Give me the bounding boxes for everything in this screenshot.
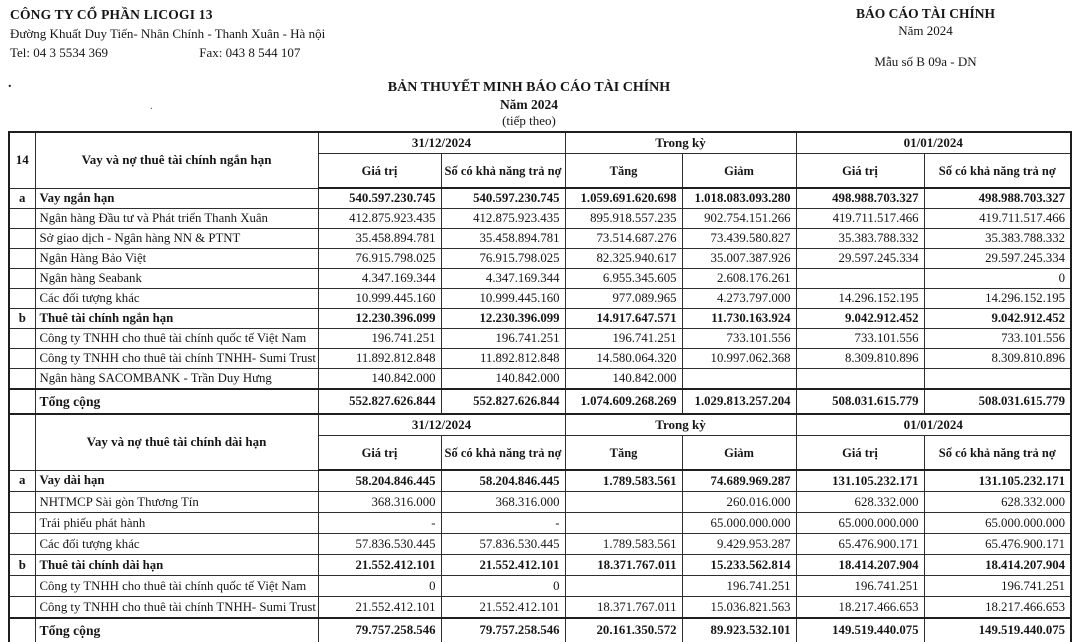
table-row bbox=[9, 249, 1071, 269]
value-cell: 0 bbox=[318, 576, 441, 597]
value-cell: 508.031.615.779 bbox=[796, 389, 924, 414]
table-row bbox=[9, 209, 1071, 229]
column-group-period: Trong kỳ bbox=[565, 132, 796, 154]
scan-artifact-dot: . bbox=[8, 76, 12, 91]
row-letter-cell bbox=[9, 597, 35, 619]
value-cell: 628.332.000 bbox=[796, 492, 924, 513]
value-cell: 412.875.923.435 bbox=[318, 209, 441, 229]
value-cell: 76.915.798.025 bbox=[441, 249, 565, 269]
value-cell: 131.105.232.171 bbox=[924, 470, 1071, 492]
column-group-closing-date: 31/12/2024 bbox=[318, 414, 565, 436]
value-cell: 18.371.767.011 bbox=[565, 555, 682, 576]
column-header-value: Giá trị bbox=[318, 154, 441, 189]
row-letter-cell bbox=[9, 389, 35, 414]
company-contact-line bbox=[10, 43, 325, 62]
value-cell: 131.105.232.171 bbox=[796, 470, 924, 492]
value-cell: 14.580.064.320 bbox=[565, 349, 682, 369]
value-cell: 149.519.440.075 bbox=[796, 618, 924, 642]
row-label-cell: Công ty TNHH cho thuê tài chính quốc tế Việt Nam bbox=[35, 329, 318, 349]
value-cell: 552.827.626.844 bbox=[318, 389, 441, 414]
row-letter-cell bbox=[9, 209, 35, 229]
value-cell: 18.217.466.653 bbox=[796, 597, 924, 619]
value-cell: 8.309.810.896 bbox=[924, 349, 1071, 369]
table-row bbox=[9, 618, 1071, 642]
row-label-cell: Vay ngắn hạn bbox=[35, 188, 318, 209]
value-cell: 196.741.251 bbox=[441, 329, 565, 349]
value-cell: 11.892.812.848 bbox=[441, 349, 565, 369]
value-cell: 1.029.813.257.204 bbox=[682, 389, 796, 414]
value-cell: 65.476.900.171 bbox=[924, 534, 1071, 555]
value-cell: 89.923.532.101 bbox=[682, 618, 796, 642]
row-label-cell: Sở giao dịch - Ngân hàng NN & PTNT bbox=[35, 229, 318, 249]
value-cell: 628.332.000 bbox=[924, 492, 1071, 513]
value-cell: 18.414.207.904 bbox=[924, 555, 1071, 576]
row-letter-cell: a bbox=[9, 188, 35, 209]
value-cell: 196.741.251 bbox=[796, 576, 924, 597]
value-cell: 733.101.556 bbox=[924, 329, 1071, 349]
value-cell: 14.296.152.195 bbox=[796, 289, 924, 309]
row-letter-cell bbox=[9, 492, 35, 513]
table-row bbox=[9, 269, 1071, 289]
column-header-repayable: Số có khả năng trả nợ bbox=[441, 436, 565, 471]
document-title bbox=[0, 80, 1058, 128]
value-cell: 196.741.251 bbox=[924, 576, 1071, 597]
company-header bbox=[10, 5, 325, 62]
value-cell: 2.608.176.261 bbox=[682, 269, 796, 289]
value-cell: 9.042.912.452 bbox=[924, 309, 1071, 329]
column-header-repayable: Số có khả năng trả nợ bbox=[441, 154, 565, 189]
table-row bbox=[9, 229, 1071, 249]
row-label-cell: NHTMCP Sài gòn Thương Tín bbox=[35, 492, 318, 513]
value-cell: 65.000.000.000 bbox=[924, 513, 1071, 534]
value-cell: 29.597.245.334 bbox=[796, 249, 924, 269]
value-cell: 21.552.412.101 bbox=[318, 555, 441, 576]
value-cell: 4.347.169.344 bbox=[441, 269, 565, 289]
value-cell: 196.741.251 bbox=[565, 329, 682, 349]
column-header-increase: Tăng bbox=[565, 154, 682, 189]
value-cell: 11.892.812.848 bbox=[318, 349, 441, 369]
value-cell: 977.089.965 bbox=[565, 289, 682, 309]
document-title-line2: Năm 2024 bbox=[499, 97, 559, 112]
row-label-cell: Thuê tài chính dài hạn bbox=[35, 555, 318, 576]
row-label-cell: Công ty TNHH cho thuê tài chính quốc tế Việt Nam bbox=[35, 576, 318, 597]
value-cell: 18.371.767.011 bbox=[565, 597, 682, 619]
row-label-cell: Vay dài hạn bbox=[35, 470, 318, 492]
company-name: CÔNG TY CỔ PHẦN LICOGI 13 bbox=[10, 7, 213, 22]
value-cell: 4.273.797.000 bbox=[682, 289, 796, 309]
note-number-cell bbox=[9, 414, 35, 470]
value-cell: 57.836.530.445 bbox=[318, 534, 441, 555]
value-cell: 21.552.412.101 bbox=[441, 597, 565, 619]
table-row bbox=[9, 597, 1071, 619]
value-cell: 35.458.894.781 bbox=[441, 229, 565, 249]
row-letter-cell bbox=[9, 249, 35, 269]
value-cell: 140.842.000 bbox=[565, 369, 682, 390]
value-cell: 1.018.083.093.280 bbox=[682, 188, 796, 209]
column-group-opening-date: 01/01/2024 bbox=[796, 414, 1071, 436]
value-cell: - bbox=[441, 513, 565, 534]
value-cell: 20.161.350.572 bbox=[565, 618, 682, 642]
table-row bbox=[9, 513, 1071, 534]
document-title-line1: BẢN THUYẾT MINH BÁO CÁO TÀI CHÍNH bbox=[387, 80, 671, 95]
value-cell: 73.514.687.276 bbox=[565, 229, 682, 249]
report-header bbox=[838, 5, 1013, 70]
row-label-cell: Ngân hàng Seabank bbox=[35, 269, 318, 289]
value-cell: 58.204.846.445 bbox=[318, 470, 441, 492]
column-header-increase: Tăng bbox=[565, 436, 682, 471]
value-cell: 733.101.556 bbox=[796, 329, 924, 349]
value-cell: 73.439.580.827 bbox=[682, 229, 796, 249]
value-cell bbox=[796, 269, 924, 289]
value-cell: 419.711.517.466 bbox=[924, 209, 1071, 229]
table-title-cell: Vay và nợ thuê tài chính ngắn hạn bbox=[35, 132, 318, 188]
company-address: Đường Khuất Duy Tiến- Nhân Chính - Thanh Xuân - Hà nội bbox=[10, 26, 326, 41]
row-letter-cell bbox=[9, 534, 35, 555]
row-label-cell: Tổng cộng bbox=[35, 618, 318, 642]
value-cell: 196.741.251 bbox=[318, 329, 441, 349]
column-header-value: Giá trị bbox=[796, 436, 924, 471]
value-cell: 6.955.345.605 bbox=[565, 269, 682, 289]
document-title-line3: (tiếp theo) bbox=[502, 113, 556, 128]
value-cell: 12.230.396.099 bbox=[318, 309, 441, 329]
value-cell: 35.007.387.926 bbox=[682, 249, 796, 269]
value-cell: 10.999.445.160 bbox=[441, 289, 565, 309]
table-header-group-row bbox=[9, 414, 1071, 436]
value-cell: - bbox=[318, 513, 441, 534]
value-cell: 35.458.894.781 bbox=[318, 229, 441, 249]
row-letter-cell bbox=[9, 329, 35, 349]
table-row bbox=[9, 470, 1071, 492]
value-cell: 149.519.440.075 bbox=[924, 618, 1071, 642]
value-cell: 35.383.788.332 bbox=[924, 229, 1071, 249]
value-cell: 21.552.412.101 bbox=[318, 597, 441, 619]
value-cell: 79.757.258.546 bbox=[441, 618, 565, 642]
value-cell: 82.325.940.617 bbox=[565, 249, 682, 269]
row-label-cell: Ngân hàng Đầu tư và Phát triển Thanh Xuân bbox=[35, 209, 318, 229]
table-row bbox=[9, 492, 1071, 513]
value-cell: 65.000.000.000 bbox=[682, 513, 796, 534]
value-cell: 57.836.530.445 bbox=[441, 534, 565, 555]
value-cell: 9.429.953.287 bbox=[682, 534, 796, 555]
note-number-cell: 14 bbox=[9, 132, 35, 188]
company-tel: Tel: 04 3 5534 369 bbox=[10, 45, 109, 60]
value-cell: 14.917.647.571 bbox=[565, 309, 682, 329]
table-row bbox=[9, 534, 1071, 555]
row-label-cell: Trái phiếu phát hành bbox=[35, 513, 318, 534]
row-label-cell: Ngân Hàng Bảo Việt bbox=[35, 249, 318, 269]
row-letter-cell: b bbox=[9, 555, 35, 576]
value-cell: 35.383.788.332 bbox=[796, 229, 924, 249]
value-cell: 0 bbox=[924, 269, 1071, 289]
table-row bbox=[9, 389, 1071, 414]
value-cell: 29.597.245.334 bbox=[924, 249, 1071, 269]
short-term-loans-table bbox=[8, 131, 1072, 415]
column-group-opening-date: 01/01/2024 bbox=[796, 132, 1071, 154]
table-row bbox=[9, 289, 1071, 309]
row-label-cell: Thuê tài chính ngắn hạn bbox=[35, 309, 318, 329]
row-label-cell: Các đối tượng khác bbox=[35, 289, 318, 309]
row-letter-cell bbox=[9, 349, 35, 369]
table-row bbox=[9, 369, 1071, 390]
value-cell: 76.915.798.025 bbox=[318, 249, 441, 269]
row-letter-cell bbox=[9, 576, 35, 597]
value-cell: 895.918.557.235 bbox=[565, 209, 682, 229]
company-fax: Fax: 043 8 544 107 bbox=[199, 45, 301, 60]
value-cell: 0 bbox=[441, 576, 565, 597]
row-label-cell: Công ty TNHH cho thuê tài chính TNHH- Sumi Trust bbox=[35, 349, 318, 369]
value-cell: 733.101.556 bbox=[682, 329, 796, 349]
scan-artifact-dot-2: . bbox=[150, 100, 153, 112]
value-cell: 15.233.562.814 bbox=[682, 555, 796, 576]
value-cell: 10.999.445.160 bbox=[318, 289, 441, 309]
row-letter-cell bbox=[9, 618, 35, 642]
value-cell: 10.997.062.368 bbox=[682, 349, 796, 369]
value-cell: 65.476.900.171 bbox=[796, 534, 924, 555]
value-cell: 15.036.821.563 bbox=[682, 597, 796, 619]
report-year: Năm 2024 bbox=[898, 23, 953, 38]
table-row bbox=[9, 329, 1071, 349]
value-cell: 540.597.230.745 bbox=[441, 188, 565, 209]
value-cell: 4.347.169.344 bbox=[318, 269, 441, 289]
table-title-cell: Vay và nợ thuê tài chính dài hạn bbox=[35, 414, 318, 470]
value-cell: 21.552.412.101 bbox=[441, 555, 565, 576]
table-row bbox=[9, 188, 1071, 209]
column-header-value: Giá trị bbox=[318, 436, 441, 471]
table-row bbox=[9, 555, 1071, 576]
value-cell bbox=[565, 492, 682, 513]
value-cell: 368.316.000 bbox=[318, 492, 441, 513]
value-cell: 1.789.583.561 bbox=[565, 470, 682, 492]
column-header-value: Giá trị bbox=[796, 154, 924, 189]
long-term-loans-table bbox=[8, 413, 1072, 642]
value-cell: 552.827.626.844 bbox=[441, 389, 565, 414]
value-cell: 14.296.152.195 bbox=[924, 289, 1071, 309]
row-letter-cell bbox=[9, 289, 35, 309]
row-label-cell: Công ty TNHH cho thuê tài chính TNHH- Sumi Trust bbox=[35, 597, 318, 619]
value-cell: 58.204.846.445 bbox=[441, 470, 565, 492]
row-label-cell: Tổng cộng bbox=[35, 389, 318, 414]
form-number: Mẫu số B 09a - DN bbox=[874, 54, 977, 69]
value-cell bbox=[565, 513, 682, 534]
value-cell bbox=[682, 369, 796, 390]
table-header-group-row bbox=[9, 132, 1071, 154]
row-letter-cell: a bbox=[9, 470, 35, 492]
value-cell: 8.309.810.896 bbox=[796, 349, 924, 369]
value-cell: 540.597.230.745 bbox=[318, 188, 441, 209]
value-cell: 368.316.000 bbox=[441, 492, 565, 513]
value-cell bbox=[565, 576, 682, 597]
value-cell: 11.730.163.924 bbox=[682, 309, 796, 329]
value-cell: 1.059.691.620.698 bbox=[565, 188, 682, 209]
value-cell: 140.842.000 bbox=[441, 369, 565, 390]
value-cell: 1.074.609.268.269 bbox=[565, 389, 682, 414]
table-row bbox=[9, 309, 1071, 329]
column-group-period: Trong kỳ bbox=[565, 414, 796, 436]
column-group-closing-date: 31/12/2024 bbox=[318, 132, 565, 154]
column-header-decrease: Giảm bbox=[682, 154, 796, 189]
row-letter-cell: b bbox=[9, 309, 35, 329]
column-header-decrease: Giảm bbox=[682, 436, 796, 471]
report-title: BÁO CÁO TÀI CHÍNH bbox=[856, 6, 995, 21]
table-row bbox=[9, 349, 1071, 369]
value-cell: 18.414.207.904 bbox=[796, 555, 924, 576]
value-cell: 260.016.000 bbox=[682, 492, 796, 513]
row-label-cell: Các đối tượng khác bbox=[35, 534, 318, 555]
row-letter-cell bbox=[9, 369, 35, 390]
value-cell: 65.000.000.000 bbox=[796, 513, 924, 534]
row-label-cell: Ngân hàng SACOMBANK - Trần Duy Hưng bbox=[35, 369, 318, 390]
value-cell: 1.789.583.561 bbox=[565, 534, 682, 555]
value-cell: 498.988.703.327 bbox=[924, 188, 1071, 209]
column-header-repayable: Số có khả năng trả nợ bbox=[924, 436, 1071, 471]
value-cell: 498.988.703.327 bbox=[796, 188, 924, 209]
value-cell: 508.031.615.779 bbox=[924, 389, 1071, 414]
value-cell: 140.842.000 bbox=[318, 369, 441, 390]
row-letter-cell bbox=[9, 513, 35, 534]
value-cell: 12.230.396.099 bbox=[441, 309, 565, 329]
long-term-table-body bbox=[9, 470, 1071, 642]
column-header-repayable: Số có khả năng trả nợ bbox=[924, 154, 1071, 189]
value-cell: 902.754.151.266 bbox=[682, 209, 796, 229]
value-cell: 18.217.466.653 bbox=[924, 597, 1071, 619]
row-letter-cell bbox=[9, 269, 35, 289]
value-cell: 74.689.969.287 bbox=[682, 470, 796, 492]
value-cell bbox=[796, 369, 924, 390]
value-cell: 196.741.251 bbox=[682, 576, 796, 597]
row-letter-cell bbox=[9, 229, 35, 249]
value-cell: 9.042.912.452 bbox=[796, 309, 924, 329]
value-cell: 412.875.923.435 bbox=[441, 209, 565, 229]
value-cell: 419.711.517.466 bbox=[796, 209, 924, 229]
table-row bbox=[9, 576, 1071, 597]
value-cell bbox=[924, 369, 1071, 390]
value-cell: 79.757.258.546 bbox=[318, 618, 441, 642]
short-term-table-body bbox=[9, 188, 1071, 414]
